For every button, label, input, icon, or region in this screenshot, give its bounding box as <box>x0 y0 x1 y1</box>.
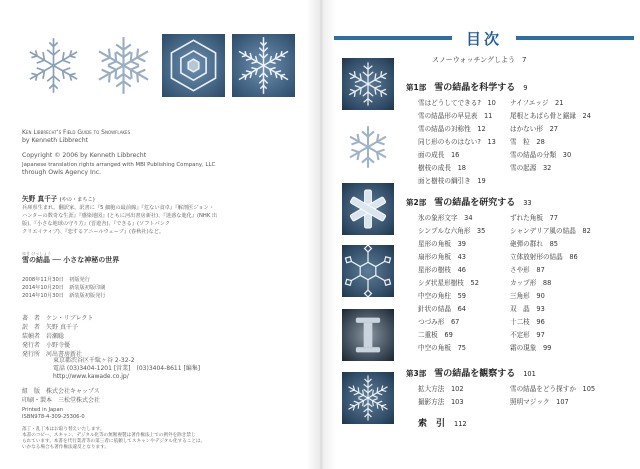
snowflake-photo-2 <box>92 34 155 97</box>
snowflake-icon <box>232 34 295 97</box>
snowflake-photo-4 <box>232 34 295 97</box>
toc-entry[interactable]: 中空の角板 75 <box>418 344 466 352</box>
translation-rights-1: Japanese translation rights arranged with MBI Publishing Company, LLC <box>22 162 216 168</box>
english-title: Ken Libbrecht's Field Guide to Snowflakes <box>22 129 131 136</box>
toc-intro[interactable]: スノーウォッチングしよう 7 <box>432 56 527 64</box>
book-title-ruby: ゆき けっしょう <box>22 251 52 256</box>
toc-entry[interactable]: 拡大方法 102 <box>418 385 464 393</box>
toc-entry[interactable]: さや形 87 <box>510 266 545 274</box>
notice-3: られています。本書を代行業者等の第三者に依頼してスキャンやデジタル化することは、 <box>22 439 206 444</box>
toc-part-2[interactable]: 第2部 雪の結晶を研究する 33 <box>406 198 532 208</box>
credit-row: 発行者 小野寺優 <box>22 342 71 349</box>
toc-entry[interactable]: つづみ形 67 <box>418 318 460 326</box>
publisher-phone: 電話 (03)3404-1201 [営業] (03)3404-8611 [編集] <box>53 365 201 372</box>
printing-history-3: 2014年10月30日 新装版初版発行 <box>22 293 106 299</box>
translator-bio-1: 兵庫県生まれ。翻訳家。訳書に『5 細胞の最前線』『危ない食卓』『解剖医ジョン・ <box>22 205 214 211</box>
toc-entry[interactable]: シンプルな六角形 35 <box>418 227 486 235</box>
copyright: Copyright © 2006 by Kenneth Libbrecht <box>22 152 147 159</box>
translator-bio-3: 版)、『小さな地球の守り方』(晋遊舎)、『できる』(ソフトバンク <box>22 221 170 227</box>
snowflake-icon <box>162 34 225 97</box>
credit-row: 著 者 ケン・リブレクト <box>22 315 94 322</box>
toc-entry[interactable]: 雪 粒 28 <box>510 138 545 146</box>
snowflake-icon <box>342 245 394 297</box>
toc-entry[interactable]: 雪の結晶の分類 30 <box>510 151 572 159</box>
toc-entry[interactable]: 星形の角板 39 <box>418 240 466 248</box>
toc-part-1[interactable]: 第1部 雪の結晶を科学する 9 <box>406 83 528 93</box>
printed-in: Printed in Japan <box>22 407 63 413</box>
toc-entry[interactable]: 星形の樹枝 46 <box>418 266 466 274</box>
translator-name: 矢野 真千子 (やの・まちこ) <box>22 195 95 203</box>
toc-entry[interactable]: 十二枝 96 <box>510 318 545 326</box>
credit-row: 訳 者 矢野 真千子 <box>22 324 78 331</box>
toc-entry[interactable]: ナイフエッジ 21 <box>510 99 564 107</box>
toc-entry[interactable]: 雪の結晶形の早見表 11 <box>418 112 493 120</box>
snowflake-icon <box>22 34 85 97</box>
production-row: 組 版 株式会社キャップス <box>22 388 100 395</box>
translator-bio-2: ハンターの数奇な生涯』『感染地図』(ともに河出書房新社)、『迷惑な進化』(NHK 出 <box>22 213 218 219</box>
snowflake-icon <box>342 58 394 110</box>
toc-entry[interactable]: 雪の結晶をどう探すか 105 <box>510 385 596 393</box>
snowflake-icon <box>92 34 155 97</box>
isbn: ISBN978-4-309-25306-0 <box>22 414 85 420</box>
toc-header <box>334 28 634 48</box>
toc-entry[interactable]: 照明マジック 107 <box>510 398 569 406</box>
toc-snowflake-photo-3 <box>342 183 394 235</box>
printing-history-2: 2014年10月20日 新装版初版印刷 <box>22 285 106 291</box>
book-title: 雪の結晶 ── 小さな神秘の世界 <box>22 256 120 264</box>
toc-entry[interactable]: 尾根とあばら骨と鋸縁 24 <box>510 112 591 120</box>
toc-entry[interactable]: 撮影方法 103 <box>418 398 464 406</box>
toc-snowflake-photo-1 <box>342 58 394 110</box>
toc-snowflake-photo-5 <box>342 309 394 361</box>
english-author: by Kenneth Libbrecht <box>22 137 89 144</box>
credit-row: 装幀者 岩瀬聡 <box>22 333 65 340</box>
toc-entry[interactable]: 中空の角柱 59 <box>418 292 466 300</box>
production-row: 印刷・製本 三松堂株式会社 <box>22 397 101 404</box>
translation-rights-2: through Owls Agency Inc. <box>22 169 102 176</box>
toc-entry[interactable]: 霜の現象 99 <box>510 344 552 352</box>
toc-part-3[interactable]: 第3部 雪の結晶を観察する 101 <box>406 369 536 379</box>
toc-entry[interactable]: はかない形 27 <box>510 125 558 133</box>
toc-entry[interactable]: 不定形 97 <box>510 331 545 339</box>
toc-entry[interactable]: 雪の結晶の対称性 12 <box>418 125 486 133</box>
toc-entry[interactable]: 針状の結晶 64 <box>418 305 466 313</box>
printing-history-1: 2008年11月30日 初版発行 <box>22 277 90 283</box>
notice-2: 本書のコピー、スキャン、デジタル化等の無断複製は著作権法上での例外を除き禁じ <box>22 433 196 438</box>
toc-entry[interactable]: 氷の象形文字 34 <box>418 214 473 222</box>
snowflake-photo-1 <box>22 34 85 97</box>
snowflake-photo-3 <box>162 34 225 97</box>
toc-entry[interactable]: 樹枝の成長 18 <box>418 164 466 172</box>
toc-entry[interactable]: 雪はどうしてできる? 10 <box>418 99 496 107</box>
notice-4: いかなる場合も著作権法違反となります。 <box>22 445 109 450</box>
toc-title: 目次 <box>465 30 502 48</box>
toc-entry[interactable]: カップ形 88 <box>510 279 552 287</box>
toc-snowflake-photo-6 <box>342 372 394 424</box>
toc-index[interactable]: 索 引 112 <box>418 419 467 429</box>
publisher-address: 東京都渋谷区千駄ヶ谷 2-32-2 <box>53 357 135 364</box>
toc-entry[interactable]: 双 晶 93 <box>510 305 545 313</box>
toc-entry[interactable]: シダ状星形樹枝 52 <box>418 279 479 287</box>
translator-bio-4: クリエイティブ)、『恋するアニールウェーブ』(春秋社)など。 <box>22 229 165 235</box>
toc-entry[interactable]: シャンデリア風の結晶 82 <box>510 227 591 235</box>
snowflake-icon <box>342 183 394 235</box>
toc-entry[interactable]: 砲弾の群れ 85 <box>510 240 558 248</box>
toc-entry[interactable]: 雪の起源 32 <box>510 164 552 172</box>
snowflake-icon <box>342 121 394 173</box>
toc-snowflake-photo-2 <box>342 121 394 173</box>
toc-entry[interactable]: 同じ形のものはない? 13 <box>418 138 496 146</box>
snowflake-icon <box>342 372 394 424</box>
toc-entry[interactable]: 扇形の角板 43 <box>418 253 466 261</box>
toc-entry[interactable]: 二重板 69 <box>418 331 453 339</box>
toc-entry[interactable]: 面の成長 16 <box>418 151 460 159</box>
toc-snowflake-photo-4 <box>342 245 394 297</box>
toc-entry[interactable]: ずれた角板 77 <box>510 214 558 222</box>
publisher-url: http://www.kawade.co.jp/ <box>53 373 129 380</box>
notice-1: 落丁・乱丁本はお取り替えいたします。 <box>22 427 105 432</box>
toc-entry[interactable]: 立体放射形の結晶 86 <box>510 253 578 261</box>
toc-entry[interactable]: 面と樹枝の綱引き 19 <box>418 177 486 185</box>
snowflake-icon <box>342 309 394 361</box>
right-page-toc <box>320 0 640 469</box>
credit-row: 発行所 河出書房新社 <box>22 351 83 358</box>
toc-entry[interactable]: 三角形 90 <box>510 292 545 300</box>
